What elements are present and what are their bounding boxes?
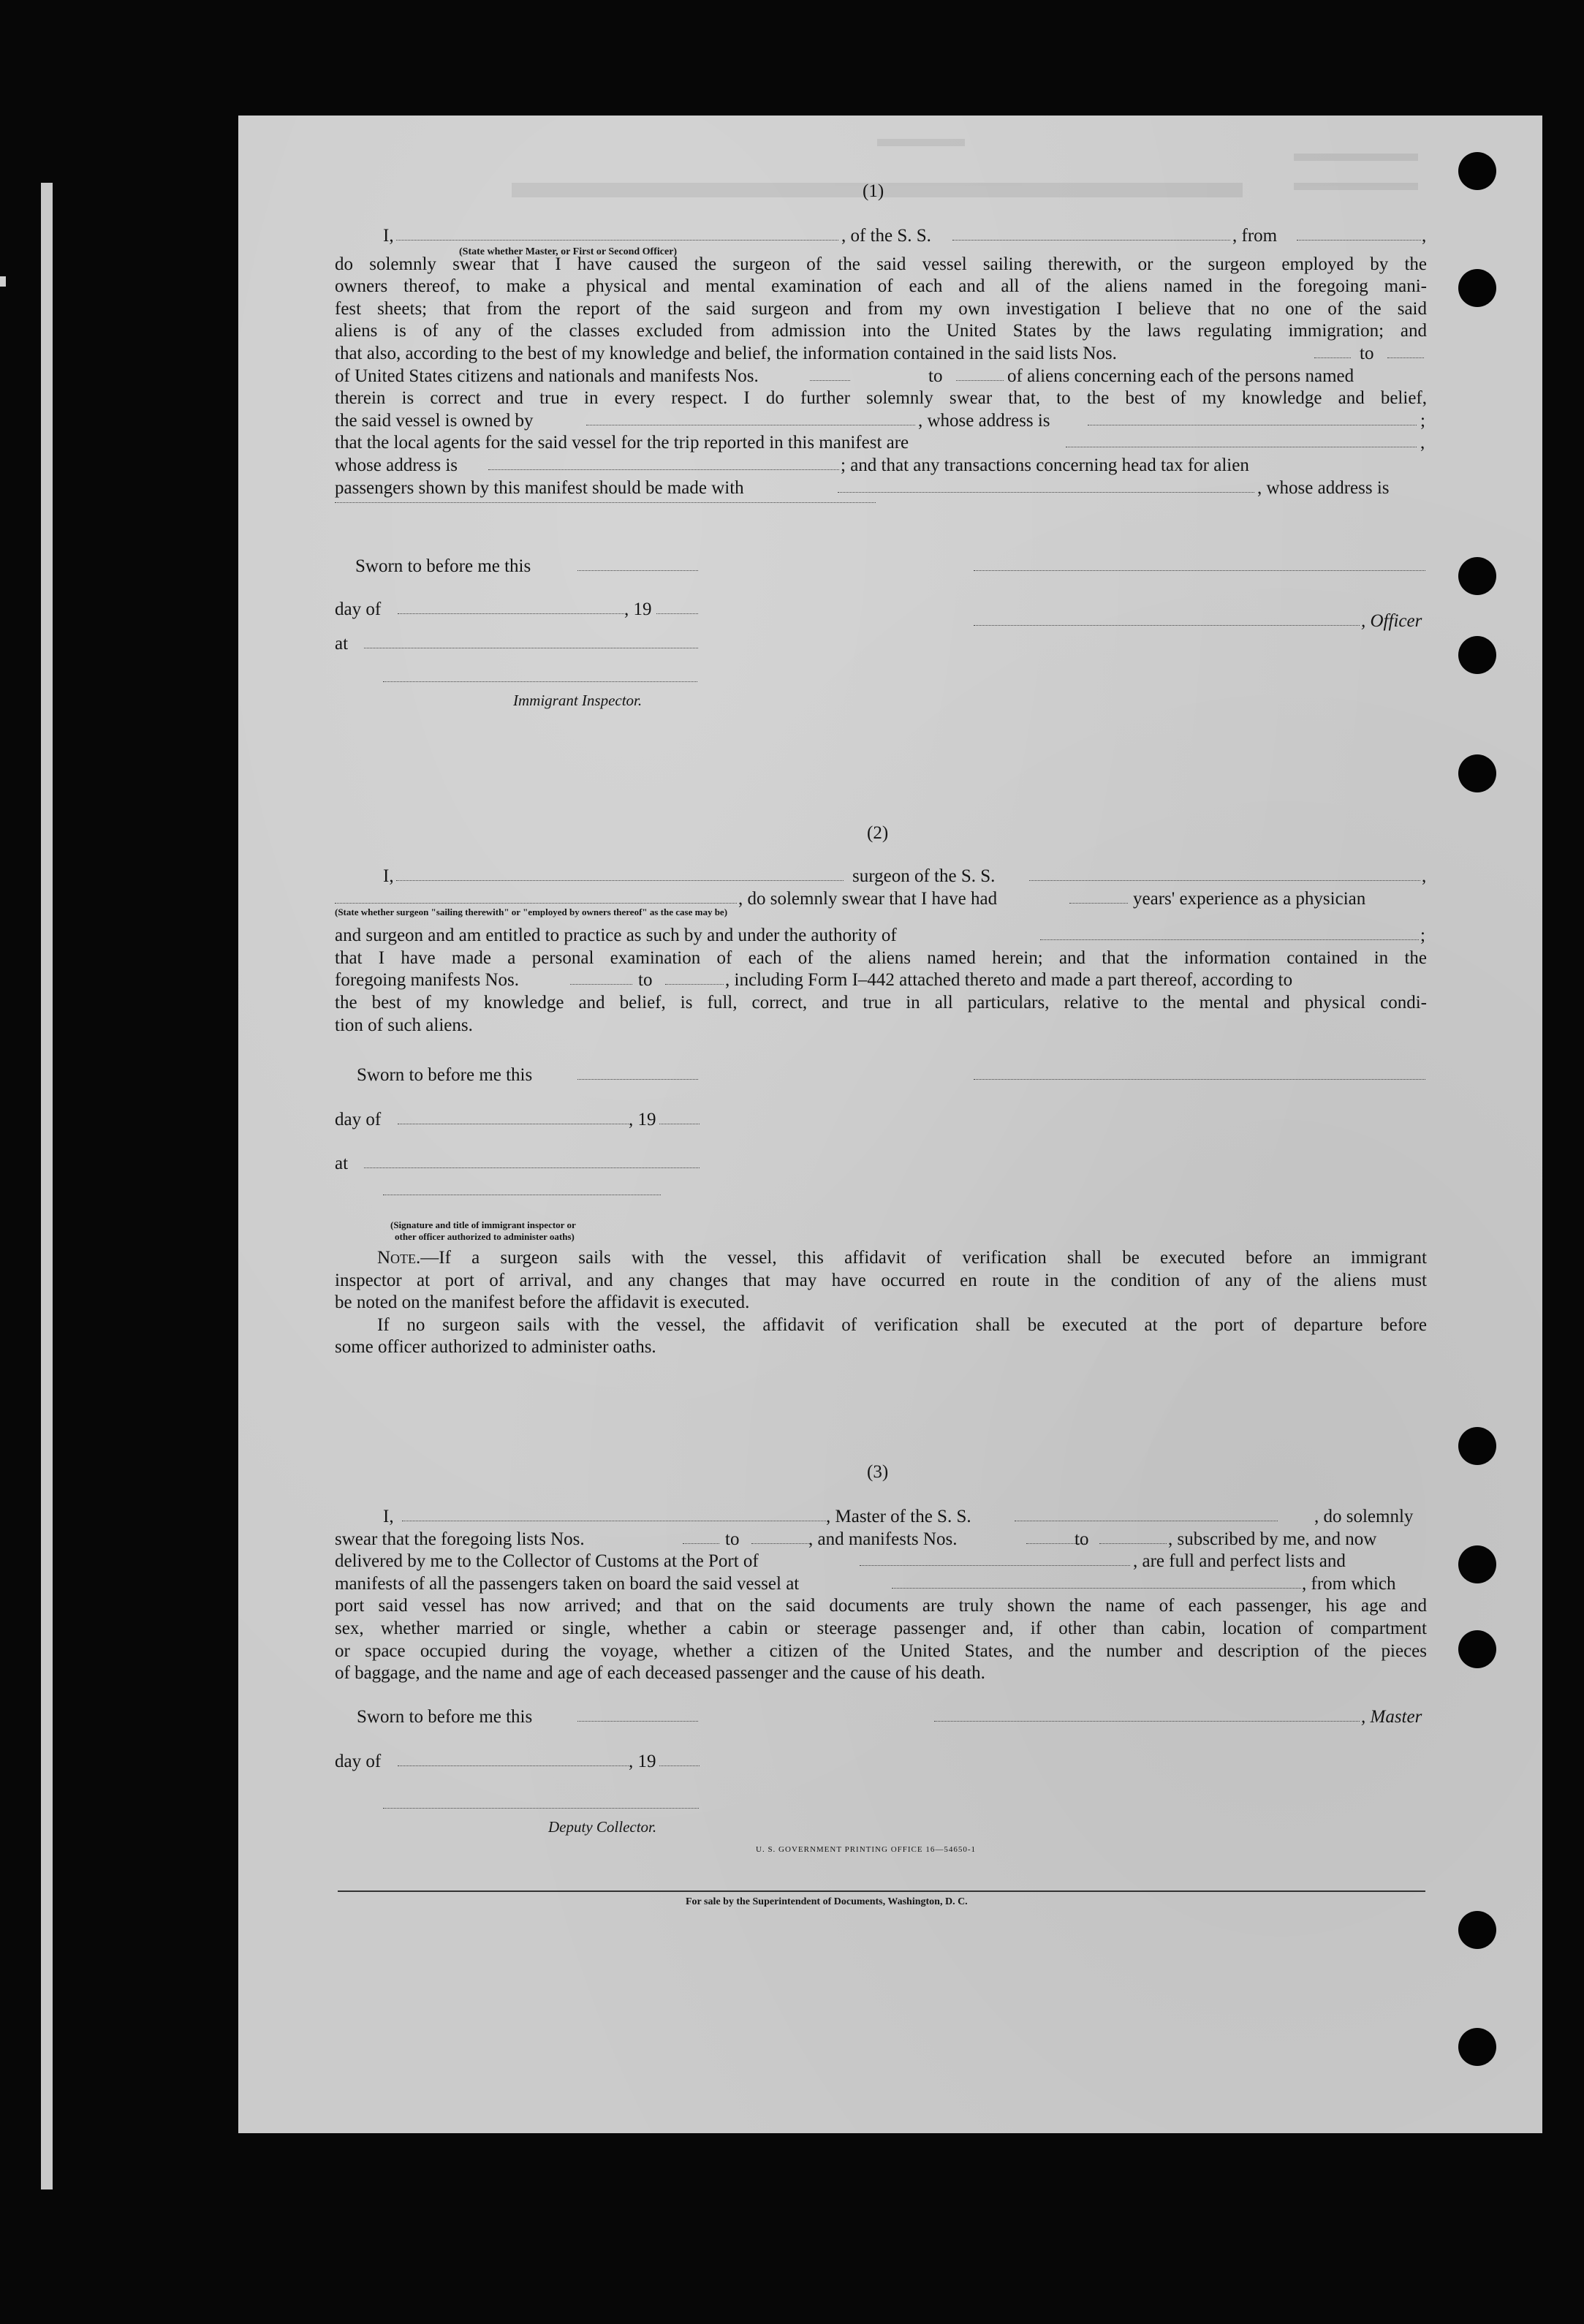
day-line — [335, 1751, 1427, 1774]
sworn-label: Sworn to before me this — [357, 1065, 533, 1085]
manifest-from-field[interactable] — [570, 969, 632, 985]
sworn-line — [335, 556, 1427, 578]
inspector-label-line — [335, 689, 1427, 712]
inspector-signature-field[interactable] — [383, 667, 697, 682]
note-line-1 — [335, 1247, 1427, 1270]
head-tax-text: ; and that any transactions concerning head tax for alien — [841, 455, 1249, 475]
ship-name-field[interactable] — [1015, 1506, 1278, 1521]
surgeon-status-field[interactable] — [335, 888, 737, 904]
comma: , — [1422, 866, 1427, 886]
lists-text: swear that the foregoing lists Nos. — [335, 1529, 585, 1549]
year-label: , 19 — [624, 599, 652, 619]
from-label: , from — [1232, 226, 1278, 246]
for-sale-text: For sale by the Superintendent of Documents, Washington, D. C. — [686, 1896, 968, 1907]
sig-note-1: (Signature and title of immigrant inspector or — [390, 1219, 576, 1230]
authority-field[interactable] — [1040, 925, 1419, 940]
manifest-to-field[interactable] — [956, 366, 1004, 381]
day-field[interactable] — [398, 1751, 629, 1766]
passengers-text: passengers shown by this manifest should be made with — [335, 477, 744, 498]
head-tax-party-field[interactable] — [838, 477, 1254, 493]
to-label: to — [1360, 343, 1374, 363]
deputy-signature-field[interactable] — [383, 1793, 699, 1809]
deputy-label: Deputy Collector. — [548, 1817, 657, 1836]
perfect-lists-text: , are full and perfect lists and — [1133, 1551, 1346, 1572]
master-line: or space occupied during the voyage, whether a citizen of the United States, and the number and description of the pieces — [335, 1640, 1427, 1661]
from-which-text: , from which — [1302, 1573, 1396, 1594]
port-field[interactable] — [860, 1551, 1130, 1566]
address-label: , whose address is — [918, 410, 1050, 431]
surgeon-line-7: tion of such aliens. — [335, 1015, 473, 1035]
deputy-label-line — [335, 1816, 1427, 1839]
officer-line — [335, 610, 1427, 633]
comma: , — [1420, 433, 1425, 453]
sworn-line — [335, 1706, 1427, 1729]
surgeon-line-5 — [335, 969, 1427, 992]
oath-line — [335, 410, 1427, 433]
note-block — [335, 1247, 1427, 1359]
section-3-number: (3) — [867, 1462, 889, 1482]
master-note: (State whether Master, or First or Second Officer) — [459, 246, 678, 257]
agents-text: that the local agents for the said vessel for the trip reported in this manifest are — [335, 433, 909, 453]
oath-line: owners thereof, to make a physical and mental examination of each and all of the aliens named in the foregoing mani- — [335, 276, 1427, 297]
form-text: , including Form I–442 attached thereto and made a part thereof, according to — [725, 970, 1293, 991]
punch-hole — [1458, 152, 1496, 190]
day-line — [335, 1109, 1427, 1132]
surgeon-name-field[interactable] — [396, 866, 844, 881]
master-line-last: of baggage, and the name and age of each deceased passenger and the cause of his death. — [335, 1663, 985, 1684]
agents-address-field[interactable] — [488, 455, 839, 470]
note-line-3: be noted on the manifest before the affidavit is executed. — [335, 1292, 750, 1313]
ship-name-field[interactable] — [1029, 866, 1420, 881]
oath-line: therein is correct and true in every respect. I do further solemnly swear that, to the best of my knowledge and belief, — [335, 388, 1427, 409]
surgeon-line-1 — [335, 866, 1427, 888]
years-field[interactable] — [1069, 888, 1128, 904]
oath-line — [335, 366, 1427, 388]
manifests-of-text: manifests of all the passengers taken on board the said vessel at — [335, 1573, 800, 1594]
aliens-text: of aliens concerning each of the persons named — [1007, 366, 1354, 386]
day-of-label: day of — [335, 599, 382, 619]
master-line: sex, whether married or single, whether a cabin or steerage passenger and, if other than cabin, location of compartment — [335, 1618, 1427, 1638]
section-1-line-1 — [335, 225, 1427, 248]
manifests-text: foregoing manifests Nos. — [335, 970, 520, 991]
punch-hole — [1458, 754, 1496, 792]
edge-mark — [0, 276, 6, 287]
year-field[interactable] — [659, 1751, 700, 1766]
master-name-field[interactable] — [402, 1506, 826, 1521]
sworn-label: Sworn to before me this — [357, 1707, 533, 1727]
officer-name-field[interactable] — [974, 610, 1360, 626]
note2-line-1: If no surgeon sails with the vessel, the affidavit of verification shall be executed at the port of departure before — [377, 1314, 1427, 1335]
year-label: , 19 — [629, 1751, 656, 1771]
address-text: whose address is — [335, 455, 458, 475]
to-label: to — [928, 366, 943, 386]
master-line-1 — [335, 1506, 1427, 1529]
at-field[interactable] — [364, 633, 698, 648]
embark-port-field[interactable] — [892, 1573, 1301, 1589]
master-of-ss-label: , Master of the S. S. — [826, 1507, 971, 1526]
agents-field[interactable] — [1066, 432, 1417, 447]
manifests-text: of United States citizens and nationals and manifests Nos. — [335, 366, 759, 386]
experience-text: years' experience as a physician — [1133, 888, 1366, 909]
punch-hole — [1458, 269, 1496, 307]
punch-hole — [1458, 2028, 1496, 2066]
list-to-field[interactable] — [1387, 343, 1424, 358]
i-label: I, — [383, 866, 394, 886]
section-3-signatures — [335, 1706, 1427, 1838]
sworn-date-field[interactable] — [577, 556, 698, 571]
oath-line — [335, 455, 1427, 477]
oath-line: aliens is of any of the classes excluded from admission into the United States by the laws regulating immigration; and — [335, 321, 1427, 341]
punch-hole — [1458, 1427, 1496, 1465]
manifest-to-field[interactable] — [665, 969, 724, 985]
year-field[interactable] — [659, 1109, 700, 1124]
master-line-4 — [335, 1573, 1427, 1596]
inspector-sig-line — [335, 1189, 1427, 1211]
note-text: —If a surgeon sails with the vessel, this affidavit of verification shall be executed before an immigrant — [420, 1248, 1427, 1268]
inspector-signature-field[interactable] — [383, 1180, 661, 1195]
list-from-field[interactable] — [1314, 343, 1351, 358]
film-edge-strip — [41, 183, 53, 2189]
officer-title-field[interactable] — [396, 225, 838, 241]
delivered-text: delivered by me to the Collector of Customs at the Port of — [335, 1551, 759, 1572]
note-line-2: inspector at port of arrival, and any changes that may have occurred en route in the condition of any of the aliens must — [335, 1270, 1427, 1290]
manifest-to-field[interactable] — [1099, 1529, 1167, 1544]
gpo-imprint: U. S. GOVERNMENT PRINTING OFFICE 16—54650-1 — [756, 1845, 977, 1854]
surgeon-of-ss-label: surgeon of the S. S. — [852, 866, 996, 886]
ship-name-field[interactable] — [952, 225, 1230, 241]
swear-text: , do solemnly swear that I have had — [738, 888, 998, 909]
sworn-line — [335, 1064, 1427, 1087]
section-2-oath — [335, 866, 1427, 1037]
day-of-label: day of — [335, 1751, 382, 1771]
surgeon-signature-field[interactable] — [974, 1064, 1425, 1080]
surgeon-note: (State whether surgeon "sailing therewith" or "employed by owners thereof" as the case may be) — [335, 906, 728, 917]
manifest-from-field[interactable] — [810, 366, 850, 381]
to-label: to — [1075, 1529, 1089, 1549]
i-label: I, — [383, 226, 394, 246]
sworn-label: Sworn to before me this — [355, 556, 531, 576]
surgeon-line-4: that I have made a personal examination of each of the aliens named herein; and that the information contained in the — [335, 947, 1427, 968]
section-1-number: (1) — [863, 181, 884, 201]
manifests-label: , and manifests Nos. — [808, 1529, 958, 1549]
note2-line-2: some officer authorized to administer oaths. — [335, 1337, 656, 1358]
lists-text: that also, according to the best of my knowledge and belief, the information contained in the said lists Nos. — [335, 343, 1117, 363]
authority-text: and surgeon and am entitled to practice as such by and under the authority of — [335, 926, 897, 946]
semicolon: ; — [1420, 410, 1425, 431]
bleed-through-header — [468, 139, 1418, 227]
owned-by-text: the said vessel is owned by — [335, 410, 534, 431]
day-field[interactable] — [398, 1109, 629, 1124]
section-1-signatures — [335, 556, 1427, 712]
punch-hole — [1458, 1911, 1496, 1949]
punch-hole — [1458, 1630, 1496, 1668]
punch-hole — [1458, 636, 1496, 674]
year-label: , 19 — [629, 1109, 656, 1129]
at-field[interactable] — [364, 1153, 700, 1168]
punch-hole — [1458, 1545, 1496, 1583]
at-line — [335, 633, 1427, 656]
oath-line — [335, 432, 1427, 455]
oath-line — [335, 343, 1427, 366]
sig-note-2: other officer authorized to administer oaths) — [395, 1231, 575, 1242]
section-2-number: (2) — [867, 823, 889, 843]
semicolon: ; — [1420, 926, 1425, 946]
footer-rule — [338, 1890, 1425, 1892]
to-label: to — [638, 970, 653, 991]
subscribed-text: , subscribed by me, and now — [1168, 1529, 1377, 1549]
oath-line: fest sheets; that from the report of the said surgeon and from my own investigation I believe that no one of the said — [335, 298, 1427, 319]
list-from-field[interactable] — [683, 1529, 719, 1544]
master-signature-field[interactable] — [934, 1706, 1360, 1722]
sworn-date-field[interactable] — [577, 1706, 698, 1722]
address-line — [335, 499, 1427, 522]
at-label: at — [335, 633, 349, 654]
officer-signature-field[interactable] — [974, 556, 1425, 571]
comma: , — [1422, 226, 1427, 246]
note-label: Note. — [377, 1248, 421, 1268]
master-line-3 — [335, 1551, 1427, 1573]
day-of-label: day of — [335, 1109, 382, 1129]
punch-hole — [1458, 557, 1496, 595]
section-2-signatures — [335, 1064, 1427, 1242]
from-port-field[interactable] — [1297, 225, 1421, 241]
owner-address-field[interactable] — [1088, 410, 1417, 425]
solemnly-text: , do solemnly — [1314, 1507, 1414, 1526]
at-label: at — [335, 1154, 349, 1174]
oath-line: do solemnly swear that I have caused the surgeon of the said vessel sailing therewith, or the surgeon employed by the — [335, 254, 1427, 274]
to-label: to — [725, 1529, 740, 1549]
at-line — [335, 1153, 1427, 1176]
section-3-oath — [335, 1506, 1427, 1685]
master-line-2 — [335, 1529, 1427, 1551]
inspector-label: Immigrant Inspector. — [513, 691, 643, 709]
i-label: I, — [383, 1507, 394, 1526]
surgeon-line-6: the best of my knowledge and belief, is full, correct, and true in all particulars, relative to the mental and physical condi- — [335, 992, 1427, 1013]
head-tax-address-field[interactable] — [335, 488, 876, 503]
address-label: , whose address is — [1257, 477, 1390, 498]
sworn-date-field[interactable] — [577, 1064, 698, 1080]
master-label: , Master — [1361, 1707, 1422, 1727]
section-1-oath — [335, 225, 1427, 522]
officer-label: , Officer — [1361, 611, 1422, 632]
surgeon-line-3 — [335, 925, 1427, 947]
list-to-field[interactable] — [751, 1529, 810, 1544]
master-line: port said vessel has now arrived; and that on the said documents are truly shown the name of each passenger, his age and — [335, 1596, 1427, 1616]
of-ss-label: , of the S. S. — [841, 226, 931, 246]
owner-field[interactable] — [586, 410, 915, 425]
